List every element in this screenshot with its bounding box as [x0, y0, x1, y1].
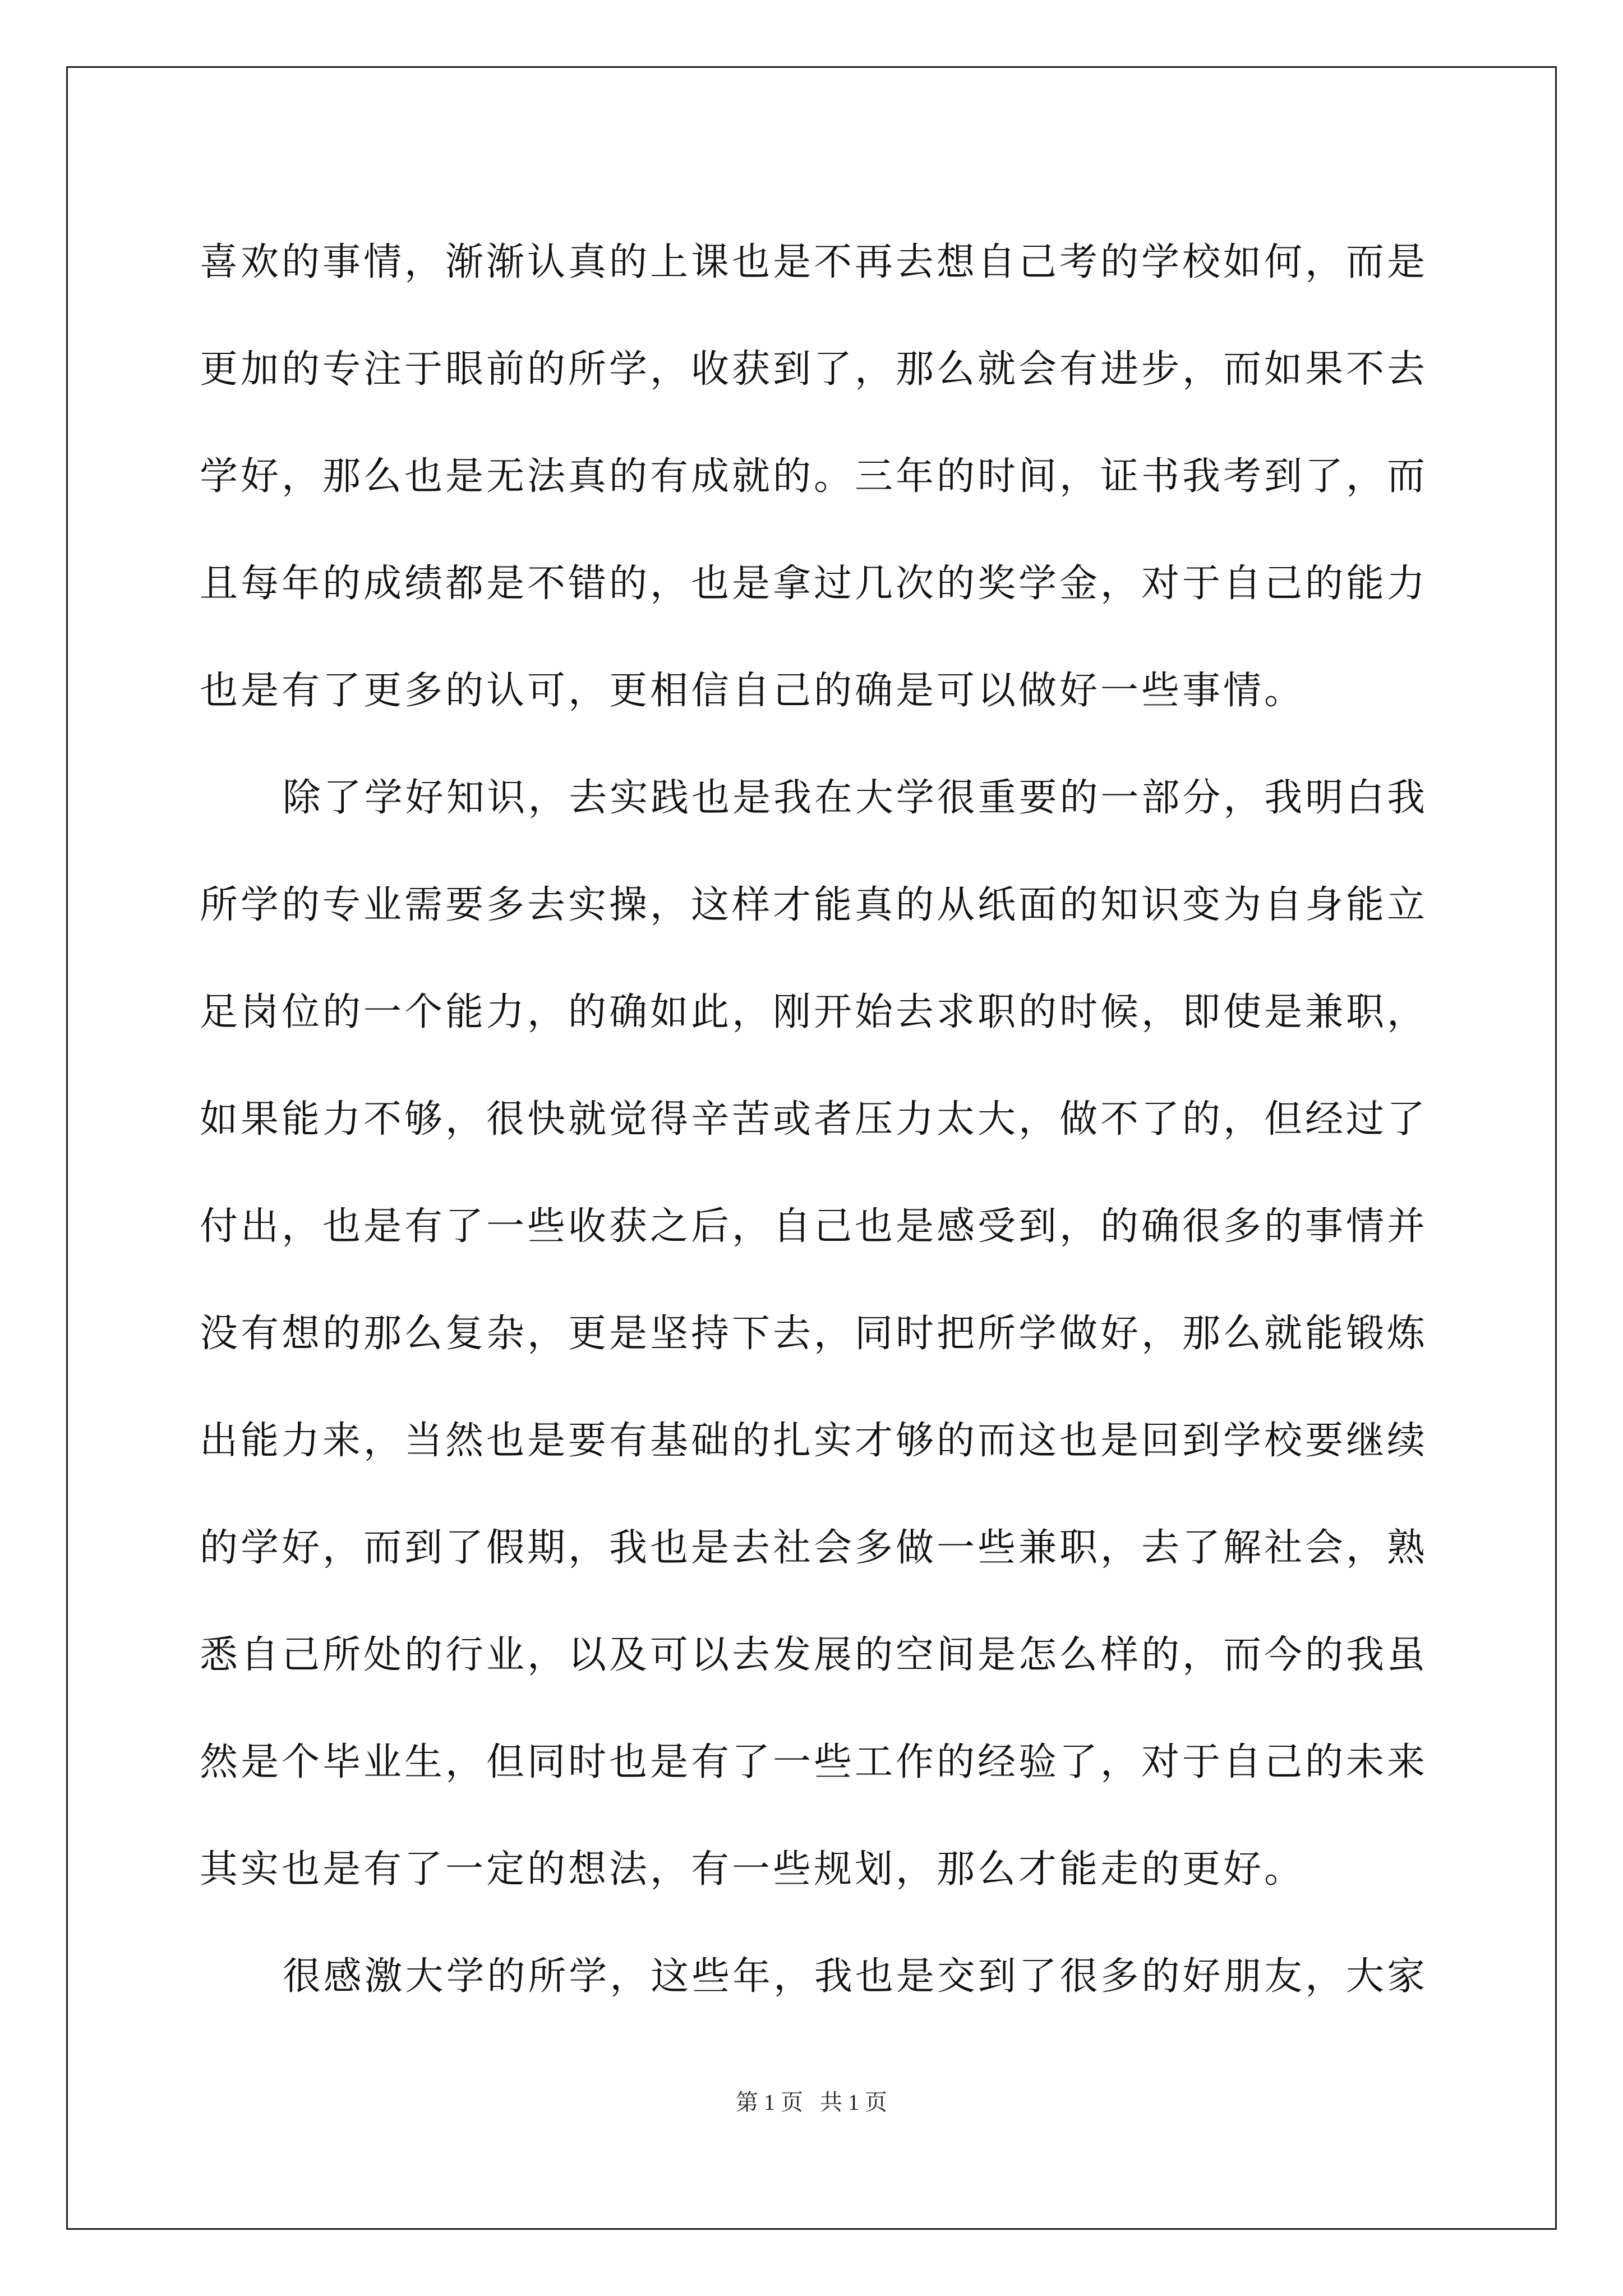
text-line: 学好，那么也是无法真的有成就的。三年的时间，证书我考到了，而	[200, 454, 1428, 499]
text-line: 更加的专注于眼前的所学，收获到了，那么就会有进步，而如果不去	[200, 347, 1428, 392]
text-line: 且每年的成绩都是不错的，也是拿过几次的奖学金，对于自己的能力	[200, 562, 1428, 606]
text-line: 没有想的那么复杂，更是坚持下去，同时把所学做好，那么就能锻炼	[200, 1312, 1428, 1356]
text-line: 足岗位的一个能力，的确如此，刚开始去求职的时候，即使是兼职，	[200, 990, 1428, 1034]
text-line: 所学的专业需要多去实操，这样才能真的从纸面的知识变为自身能立	[200, 883, 1428, 927]
text-line: 也是有了更多的认可，更相信自己的确是可以做好一些事情。	[200, 669, 1306, 713]
text-line: 除了学好知识，去实践也是我在大学很重要的一部分，我明白我	[282, 776, 1428, 820]
text-line: 悉自己所处的行业，以及可以去发展的空间是怎么样的，而今的我虽	[200, 1633, 1428, 1677]
text-line: 出能力来，当然也是要有基础的扎实才够的而这也是回到学校要继续	[200, 1419, 1428, 1463]
text-line: 付出，也是有了一些收获之后，自己也是感受到，的确很多的事情并	[200, 1204, 1428, 1249]
text-line: 然是个毕业生，但同时也是有了一些工作的经验了，对于自己的未来	[200, 1740, 1428, 1784]
text-line: 其实也是有了一定的想法，有一些规划，那么才能走的更好。	[200, 1847, 1306, 1892]
text-line: 喜欢的事情，渐渐认真的上课也是不再去想自己考的学校如何，而是	[200, 240, 1428, 284]
body-text	[200, 209, 1428, 2030]
text-line: 很感激大学的所学，这些年，我也是交到了很多的好朋友，大家	[282, 1954, 1428, 1999]
page-footer: 第 1 页 共 1 页	[736, 2090, 887, 2115]
text-line: 的学好，而到了假期，我也是去社会多做一些兼职，去了解社会，熟	[200, 1526, 1428, 1570]
text-line: 如果能力不够，很快就觉得辛苦或者压力太大，做不了的，但经过了	[200, 1097, 1428, 1142]
